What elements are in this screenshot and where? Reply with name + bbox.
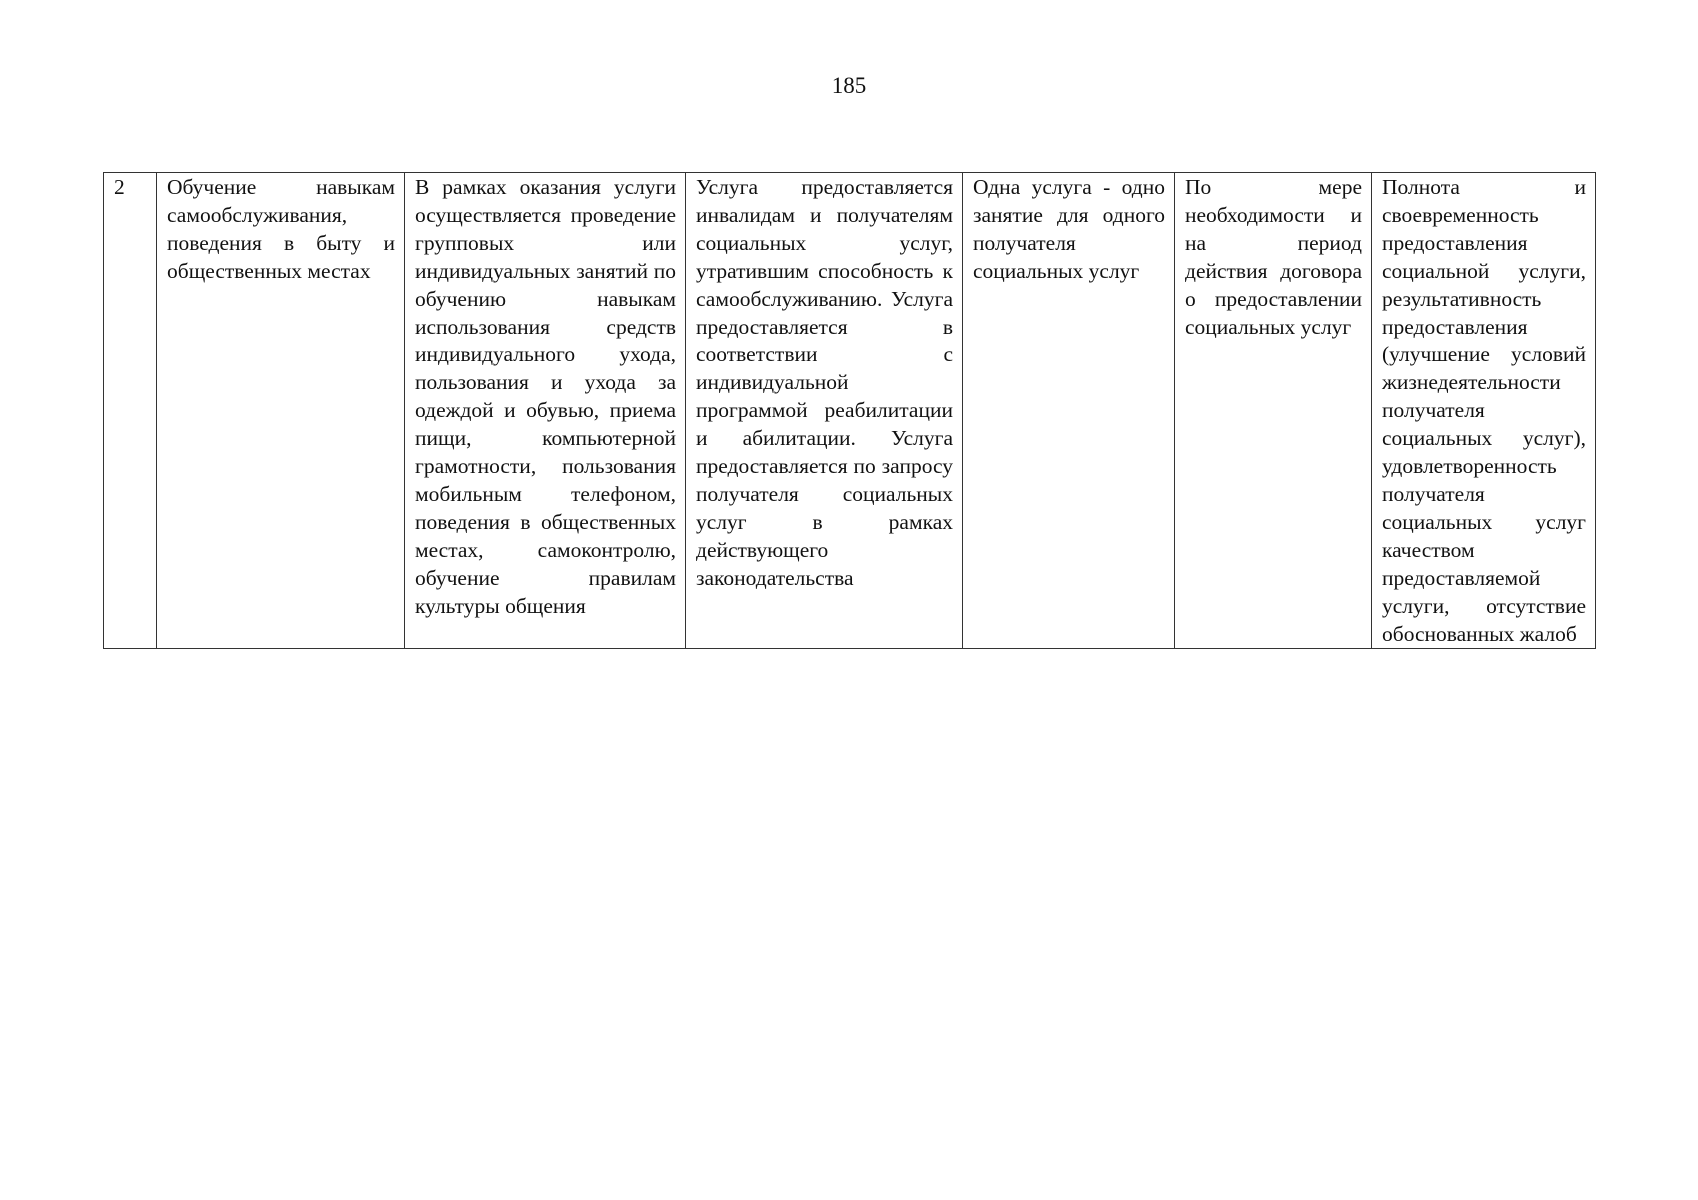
service-conditions-cell: Услуга предоставляется инвалидам и получателям социальных услуг, утратившим способность к самообслуживанию. Услуга предоставляется в соответствии с индивидуальной программой реабилитации и абилитации. Услуга предоставляется по запросу получателя социальных услуг в рамках действующего законодательства	[686, 173, 963, 649]
table-row	[104, 173, 1596, 649]
service-unit-cell: Одна услуга - одно занятие для одного получателя социальных услуг	[963, 173, 1175, 649]
row-number-cell: 2	[104, 173, 157, 649]
service-periodicity-cell: По мере необходимости и на период действия договора о предоставлении социальных услуг	[1175, 173, 1372, 649]
page-number: 185	[831, 73, 867, 98]
services-table	[103, 172, 1596, 649]
quality-criteria-cell: Полнота и своевременность предоставления социальной услуги, результативность предоставления (улучшение условий жизнедеятельности получателя социальных услуг), удовлетворенность получателя социальных услуг качеством предоставляемой услуги, отсутствие обоснованных жалоб	[1372, 173, 1596, 649]
service-description-cell: В рамках оказания услуги осуществляется проведение групповых или индивидуальных занятий по обучению навыкам использования средств индивидуального ухода, пользования и ухода за одеждой и обувью, приема пищи, компьютерной грамотности, пользования мобильным телефоном, поведения в общественных местах, самоконтролю, обучение правилам культуры общения	[405, 173, 686, 649]
service-name-cell: Обучение навыкам самообслуживания, поведения в быту и общественных местах	[157, 173, 405, 649]
